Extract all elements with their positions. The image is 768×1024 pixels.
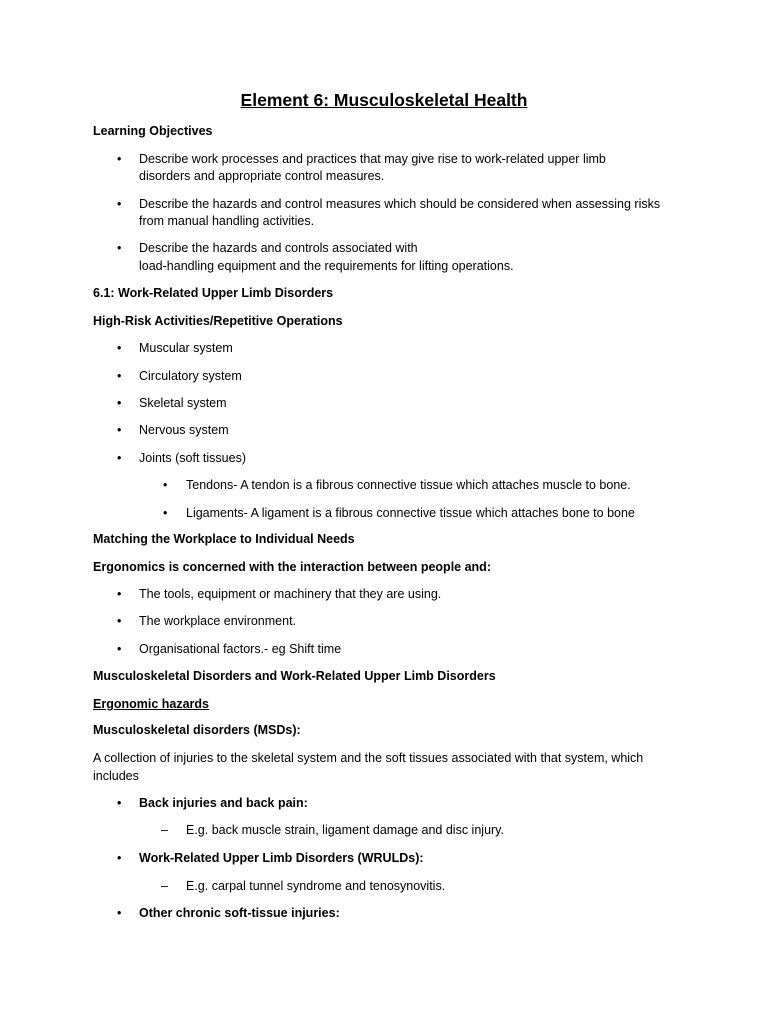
objective-1-line-2: disorders and appropriate control measures. bbox=[139, 169, 385, 183]
other-injuries-item: Other chronic soft-tissue injuries: bbox=[139, 906, 340, 920]
bullet-icon: • bbox=[117, 241, 122, 255]
bullet-icon: • bbox=[117, 369, 122, 383]
ergonomics-statement: Ergonomics is concerned with the interaction between people and: bbox=[93, 560, 491, 574]
dash-icon: – bbox=[161, 879, 168, 893]
ergonomics-item-environment: The workplace environment. bbox=[139, 614, 297, 628]
bullet-icon: • bbox=[117, 396, 122, 410]
back-injuries-example: E.g. back muscle strain, ligament damage and disc injury. bbox=[186, 823, 504, 837]
bullet-icon: • bbox=[117, 587, 122, 601]
system-item-muscular: Muscular system bbox=[139, 341, 233, 355]
objective-3-line-1: Describe the hazards and controls associated with bbox=[139, 241, 418, 255]
system-item-joints: Joints (soft tissues) bbox=[139, 451, 246, 465]
bullet-icon: • bbox=[117, 796, 122, 810]
wrulds-example: E.g. carpal tunnel syndrome and tenosynovitis. bbox=[186, 879, 446, 893]
system-item-skeletal: Skeletal system bbox=[139, 396, 227, 410]
page-title: Element 6: Musculoskeletal Health bbox=[240, 90, 528, 110]
msd-heading: Musculoskeletal Disorders and Work-Related Upper Limb Disorders bbox=[93, 669, 496, 683]
bullet-icon: • bbox=[117, 851, 122, 865]
matching-heading: Matching the Workplace to Individual Needs bbox=[93, 532, 355, 546]
ergonomic-hazards-heading: Ergonomic hazards bbox=[93, 697, 209, 711]
objective-1-line-1: Describe work processes and practices that may give rise to work-related upper limb bbox=[139, 152, 606, 166]
msds-label: Musculoskeletal disorders (MSDs): bbox=[93, 723, 301, 737]
bullet-icon: • bbox=[117, 152, 122, 166]
wrulds-item: Work-Related Upper Limb Disorders (WRULDs): bbox=[139, 851, 424, 865]
bullet-icon: • bbox=[163, 478, 168, 492]
bullet-icon: • bbox=[117, 423, 122, 437]
bullet-icon: • bbox=[117, 451, 122, 465]
bullet-icon: • bbox=[117, 197, 122, 211]
subitem-ligaments: Ligaments- A ligament is a fibrous connective tissue which attaches bone to bone bbox=[186, 506, 635, 520]
section-6-1-heading: 6.1: Work-Related Upper Limb Disorders bbox=[93, 286, 334, 300]
ergonomics-item-tools: The tools, equipment or machinery that they are using. bbox=[139, 587, 442, 601]
system-item-nervous: Nervous system bbox=[139, 423, 229, 437]
objective-2-line-2: from manual handling activities. bbox=[139, 214, 315, 228]
objective-3-line-2: load-handling equipment and the requirements for lifting operations. bbox=[139, 259, 514, 273]
system-item-circulatory: Circulatory system bbox=[139, 369, 242, 383]
msd-description-line-2: includes bbox=[93, 769, 139, 783]
back-injuries-item: Back injuries and back pain: bbox=[139, 796, 308, 810]
msd-description-line-1: A collection of injuries to the skeletal system and the soft tissues associated with that system, which bbox=[93, 751, 644, 765]
dash-icon: – bbox=[161, 823, 168, 837]
subitem-tendons: Tendons- A tendon is a fibrous connective tissue which attaches muscle to bone. bbox=[186, 478, 631, 492]
ergonomics-item-organisational: Organisational factors.- eg Shift time bbox=[139, 642, 342, 656]
bullet-icon: • bbox=[117, 341, 122, 355]
learning-objectives-heading: Learning Objectives bbox=[93, 124, 213, 138]
bullet-icon: • bbox=[117, 906, 122, 920]
bullet-icon: • bbox=[117, 642, 122, 656]
bullet-icon: • bbox=[163, 506, 168, 520]
objective-2-line-1: Describe the hazards and control measures which should be considered when assessing risks bbox=[139, 197, 661, 211]
bullet-icon: • bbox=[117, 614, 122, 628]
high-risk-heading: High-Risk Activities/Repetitive Operations bbox=[93, 314, 343, 328]
